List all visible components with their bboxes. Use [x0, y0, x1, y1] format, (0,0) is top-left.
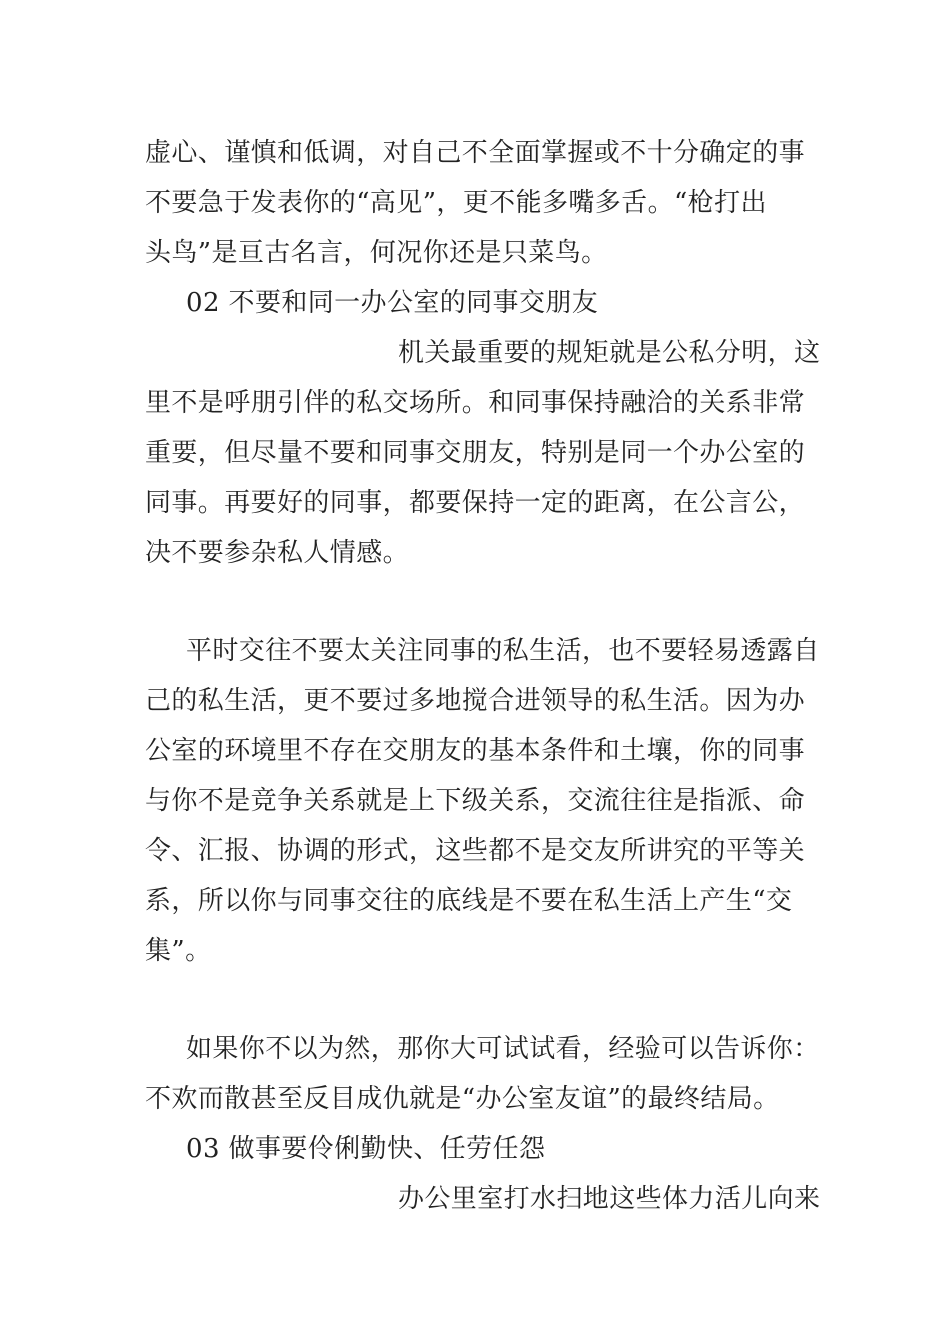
text-line: 公室的环境里不存在交朋友的基本条件和土壤，你的同事 — [145, 736, 806, 766]
text-line: 办公里室打水扫地这些体力活儿向来 — [398, 1184, 821, 1214]
text-line: 头鸟”是亘古名言，何况你还是只菜鸟。 — [145, 238, 608, 268]
text-line: 系，所以你与同事交往的底线是不要在私生活上产生“交 — [145, 886, 793, 916]
text-line: 不欢而散甚至反目成仇就是“办公室友谊”的最终结局。 — [145, 1084, 780, 1114]
text-line: 己的私生活，更不要过多地搅合进领导的私生活。因为办 — [145, 686, 806, 716]
text-line: 如果你不以为然，那你大可试试看，经验可以告诉你： — [186, 1034, 820, 1064]
text-line: 同事。再要好的同事，都要保持一定的距离，在公言公， — [145, 488, 806, 518]
text-line: 重要，但尽量不要和同事交朋友，特别是同一个办公室的 — [145, 438, 806, 468]
text-line: 集”。 — [145, 936, 212, 966]
text-line: 虚心、谨慎和低调，对自己不全面掌握或不十分确定的事 — [145, 138, 806, 168]
text-line: 里不是呼朋引伴的私交场所。和同事保持融洽的关系非常 — [145, 388, 806, 418]
text-line: 机关最重要的规矩就是公私分明，这 — [398, 338, 821, 368]
text-line: 平时交往不要太关注同事的私生活，也不要轻易透露自 — [186, 636, 820, 666]
section-heading-02: 02 不要和同一办公室的同事交朋友 — [186, 288, 599, 318]
section-heading-03: 03 做事要伶俐勤快、任劳任怨 — [186, 1134, 546, 1164]
text-line: 与你不是竞争关系就是上下级关系，交流往往是指派、命 — [145, 786, 806, 816]
text-line: 不要急于发表你的“高见”，更不能多嘴多舌。“枪打出 — [145, 188, 767, 218]
text-line: 决不要参杂私人情感。 — [145, 538, 410, 568]
text-line: 令、汇报、协调的形式，这些都不是交友所讲究的平等关 — [145, 836, 806, 866]
